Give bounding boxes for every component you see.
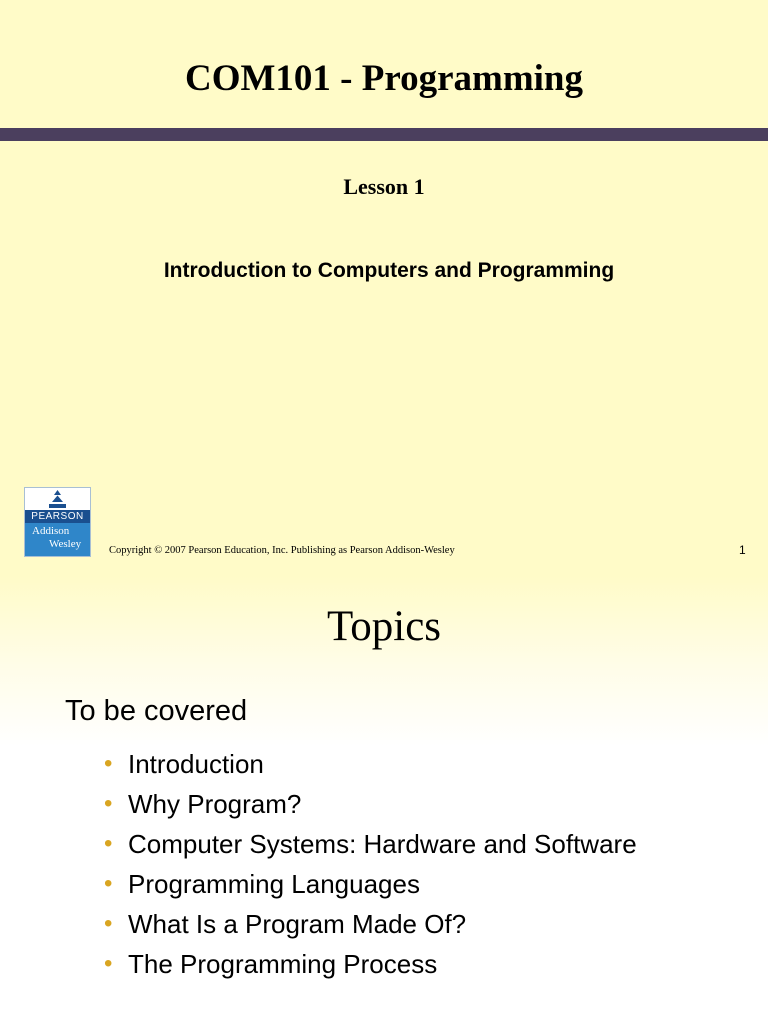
list-item-text: Computer Systems: Hardware and Software [128,829,637,859]
logo-brand-text: PEARSON [25,510,90,523]
slide-subtitle: Introduction to Computers and Programming [163,259,615,282]
list-item [104,904,637,944]
list-item [104,824,637,864]
list-item-text: Why Program? [128,789,302,819]
list-item-text: The Programming Process [128,949,438,979]
list-item [104,944,637,984]
topics-list [104,744,637,984]
list-item-text: Programming Languages [128,869,420,899]
bullet-icon: • [104,830,113,857]
bullet-icon: • [104,870,113,897]
title-divider-bar [0,128,768,141]
list-item [104,744,637,784]
bullet-icon: • [104,750,113,777]
list-item-text: Introduction [128,749,264,779]
slide-title: COM101 - Programming [184,58,584,99]
list-item-text: What Is a Program Made Of? [128,909,467,939]
slide-title: Topics [326,603,442,650]
page-number: 1 [739,543,746,557]
bullet-icon: • [104,790,113,817]
logo-mark [25,488,90,510]
list-item [104,784,637,824]
bullet-icon: • [104,910,113,937]
slide-2 [0,576,768,1024]
list-item [104,864,637,904]
logo-bottom-panel [25,523,90,556]
pearson-addison-wesley-logo-icon [24,487,91,557]
section-heading: To be covered [65,695,248,727]
bullet-icon: • [104,950,113,977]
logo-line-1: Addison [32,525,70,537]
lesson-label: Lesson 1 [343,174,425,199]
logo-line-2: Wesley [49,538,82,550]
copyright-notice: Copyright © 2007 Pearson Education, Inc. Publishing as Pearson Addison-Wesley [109,545,455,556]
